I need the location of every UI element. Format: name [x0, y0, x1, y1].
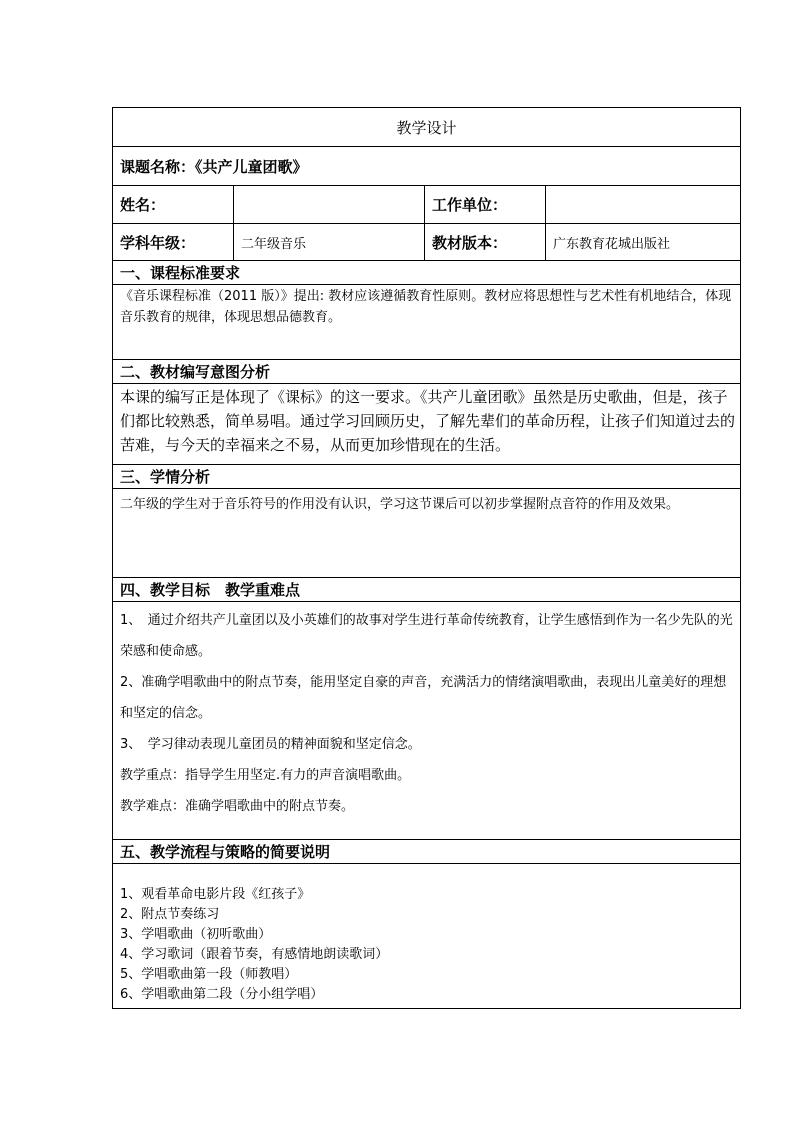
grade-value: 二年级音乐	[234, 224, 425, 260]
flow-step-6: 6、学唱歌曲第二段（分小组学唱）	[120, 987, 324, 1002]
section2-heading-row	[113, 360, 741, 384]
section1-body-row	[113, 285, 741, 360]
objective-item-1: 1、 通过介绍共产儿童团以及小英雄们的故事对学生进行革命传统教育，让学生感悟到作为一名少先队的光荣感和使命感。	[120, 613, 733, 659]
section1-heading-row	[113, 261, 741, 285]
section3-heading: 三、学情分析	[113, 465, 741, 488]
teaching-key-point: 教学重点：指导学生用坚定.有力的声音演唱歌曲。	[120, 768, 411, 783]
flow-step-4: 4、学习歌词（跟着节奏，有感情地朗读歌词）	[120, 947, 389, 962]
flow-step-3: 3、学唱歌曲（初听歌曲）	[120, 927, 272, 942]
flow-step-5: 5、学唱歌曲第一段（师教唱）	[120, 967, 298, 982]
topic-label: 课题名称：《共产儿童团歌》	[113, 147, 741, 185]
flow-step-1: 1、观看革命电影片段《红孩子》	[120, 887, 311, 902]
section1-text: 《音乐课程标准（2011 版）》提出: 教材应该遵循教育性原则。教材应将思想性与艺术性有机地结合，体现音乐教育的规律，体现思想品德教育。	[113, 285, 741, 359]
lesson-design-table	[112, 107, 741, 1009]
name-value	[234, 186, 425, 223]
section4-body-row	[113, 602, 741, 840]
edition-value: 广东教育花城出版社	[546, 224, 741, 260]
work-unit-label: 工作单位：	[425, 186, 546, 223]
work-unit-value	[546, 186, 741, 223]
section4-heading: 四、教学目标 教学重难点	[113, 578, 741, 601]
teaching-difficulty: 教学难点：准确学唱歌曲中的附点节奏。	[120, 799, 355, 814]
section5-heading-row	[113, 840, 741, 864]
section3-heading-row	[113, 465, 741, 489]
objective-item-3: 3、 学习律动表现儿童团员的精神面貌和坚定信念。	[120, 737, 421, 752]
grade-label: 学科年级：	[113, 224, 234, 260]
title-row	[113, 108, 741, 147]
name-unit-row	[113, 186, 741, 224]
edition-label: 教材版本：	[425, 224, 546, 260]
document-title: 教学设计	[113, 108, 741, 146]
section5-body	[113, 864, 741, 1008]
section2-text: 本课的编写正是体现了《课标》的这一要求。《共产儿童团歌》虽然是历史歌曲，但是，孩子们都比较熟悉，简单易唱。通过学习回顾历史，了解先辈们的革命历程，让孩子们知道过去的苦难，与今天的幸福来之不易，从而更加珍惜现在的生活。	[113, 384, 741, 464]
section4-body	[113, 602, 741, 839]
flow-step-2: 2、附点节奏练习	[120, 907, 220, 922]
section2-body-row	[113, 384, 741, 465]
section3-text: 二年级的学生对于音乐符号的作用没有认识，学习这节课后可以初步掌握附点音符的作用及效果。	[113, 489, 741, 577]
topic-row	[113, 147, 741, 186]
name-label: 姓名：	[113, 186, 234, 223]
section5-body-row	[113, 864, 741, 1009]
section3-body-row	[113, 489, 741, 578]
section4-heading-row	[113, 578, 741, 602]
section2-heading: 二、教材编写意图分析	[113, 360, 741, 383]
objective-item-2: 2、准确学唱歌曲中的附点节奏，能用坚定自豪的声音，充满活力的情绪演唱歌曲，表现出儿童美好的理想和坚定的信念。	[120, 675, 727, 721]
section5-heading: 五、教学流程与策略的简要说明	[113, 840, 741, 863]
section1-heading: 一、课程标准要求	[113, 261, 741, 284]
grade-edition-row	[113, 224, 741, 261]
